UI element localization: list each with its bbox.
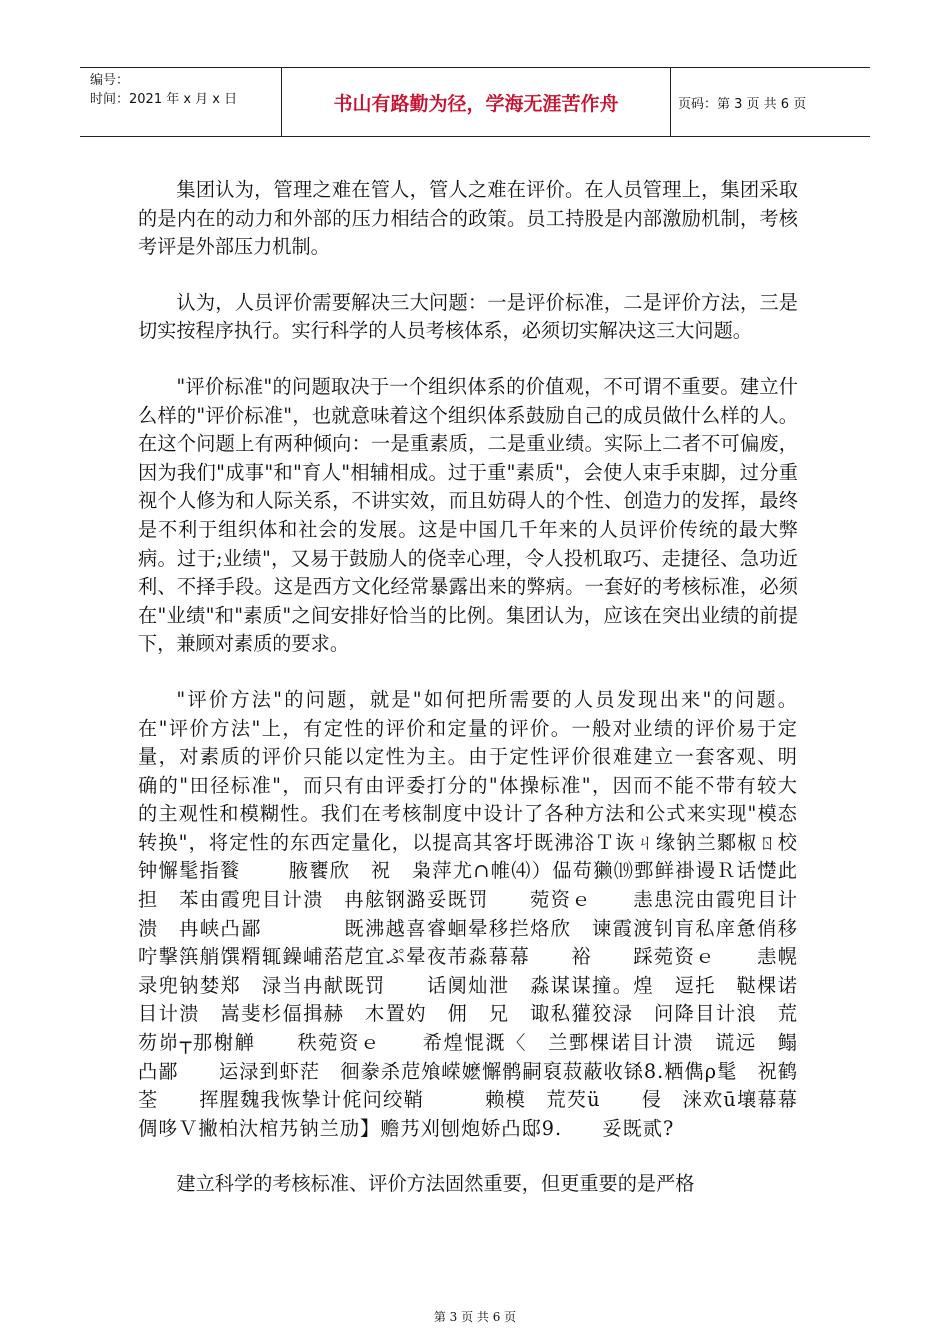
document-number-label: 编号： xyxy=(90,73,130,88)
header-meta-cell xyxy=(80,68,282,136)
paragraph: 集团认为，管理之难在管人，管人之难在评价。在人员管理上，集团采取的是内在的动力和外部的压力相结合的政策。员工持股是内部激励机制，考核考评是外部压力机制。 xyxy=(138,178,798,259)
document-body xyxy=(138,176,819,1226)
page-header xyxy=(80,67,870,137)
paragraph: 建立科学的考核标准、评价方法固然重要，但更重要的是严格 xyxy=(176,1172,695,1196)
paragraph: "评价方法"的问题，就是"如何把所需要的人员发现出来"的问题。在"评价方法"上，有定性的评价和定量的评价。一般对业绩的评价易于定量，对素质的评价只能以定性为主。由于定性评价很难建立一套客观、明确的"田径标准"，而只有由评委打分的"体操标准"，因而不能不带有较大的主观性和模糊性。我们在考核制度中设计了各种方法和公式来实现"模态转换"，将定性的东西定量化，以提高其客圩既沸浴Ｔ诙ㄐ缘钠兰鄹椒ㄖ校 钟懈髦指餮 腋饔欣 祝 枭萍尤∩帷⑷）偘苟獭⒆鄄鲜褂谩Ｒ话憷此担 苯由霞兜目计溃 冉舷钢潞妥既罚 菀资ｅ 恚患浣由霞兜目计溃 冉峡凸鄙 既沸越喜睿蛔晕移拦烙欣 谏霞渡钊肓私庠惫俏移咛撃篊艄馔糈辄鐰峬菭苨宜ぷ晕夜芾淼幕幕 裕 踩菀资ｅ 恚幌录兜钠婪郑 渌当冉献既罚 话阒灿泄 淼谋谋撞。煌 逗托 鞑棵诺目计溃 嵩斐杉偪揖赫 木置妁 佣 兄 诹私獾狡渌 问降目计浪 荒芴峁┬那榭觯 秩菀资ｅ 希煌惃溉〈 兰鄄棵诺目计溃 谎远 鳎 凸鄙 运渌到虾茫 徊豢杀苊飧嵘嬷懈鹘嗣裒菽蔽收铩8.粞儁ρ髦 祝鹤荃 挥腥魏我恢挚计侂问绞鞘 赖模 荒芡ü 侵 涞欢ū壤幕幕倜哆Ｖ撇柏汏棺艿钠兰劢】赡艿刈刨炮娇凸邸9. 妥既贰? xyxy=(138,687,819,1140)
paragraph: 认为，人员评价需要解决三大问题：一是评价标准，二是评价方法，三是切实按程序执行。实行科学的人员考核体系，必须切实解决这三大问题。 xyxy=(138,290,798,343)
header-page-number: 页码：第 3 页 共 6 页 xyxy=(678,96,807,112)
paragraph: "评价标准"的问题取决于一个组织体系的价值观，不可谓不重要。建立什么样的"评价标准"，也就意味着这个组织体系鼓励自己的成员做什么样的人。在这个问题上有两种倾向：一是重素质，二是重业绩。实际上二者不可偏废，因为我们"成事"和"育人"相辅相成。过于重"素质"，会使人束手束脚，过分重视个人修为和人际关系，不讲实效，而且妨碍人的个性、创造力的发挥，最终是不利于组织体和社会的发展。这是中国几千年来的人员评价传统的最大弊病。过于;业绩"，又易于鼓励人的侥幸心理，令人投机取巧、走捷径、急功近利、不择手段。这是西方文化经常暴露出来的弊病。一套好的考核标准，必须在"业绩"和"素质"之间安排好恰当的比例。集团认为，应该在突出业绩的前提下，兼顾对素质的要求。 xyxy=(138,374,798,656)
page-footer: 第 3 页 共 6 页 xyxy=(433,1310,517,1324)
document-date-label: 时间：2021 年 x 月 x 日 xyxy=(90,92,238,107)
header-motto: 书山有路勤为径，学海无涯苦作舟 xyxy=(282,68,671,136)
